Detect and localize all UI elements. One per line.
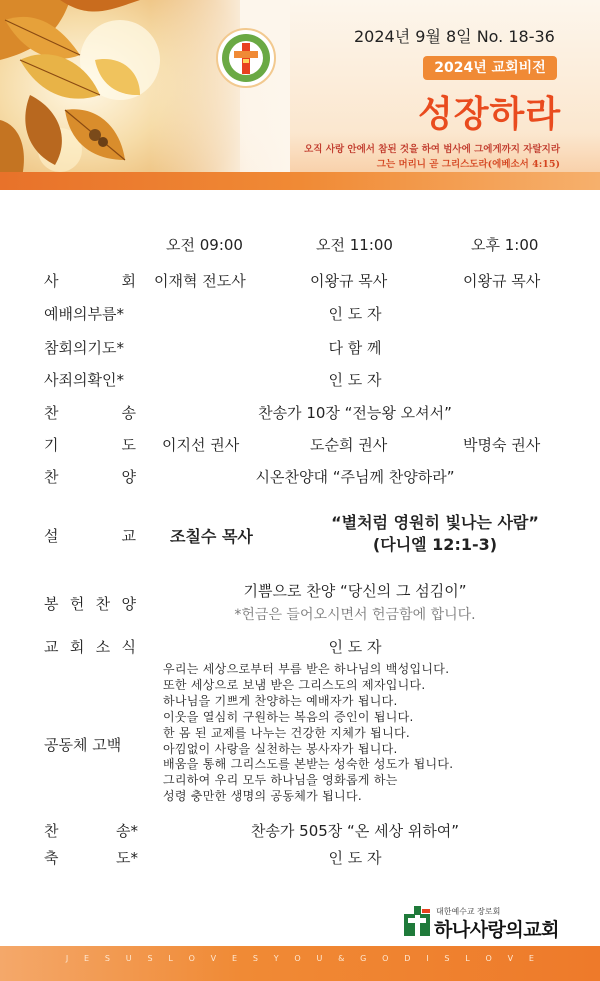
- offering-song: 기쁨으로 찬양 “당신의 그 섬김이”: [243, 582, 467, 600]
- motto-letter: O: [294, 954, 301, 963]
- row-value: 인 도 자: [328, 638, 382, 656]
- footer-band: [0, 946, 600, 981]
- offering-note: *헌금은 들어오시면서 헌금함에 합니다.: [234, 607, 476, 623]
- motto-letter: V: [210, 954, 217, 963]
- leader-0900: 이재혁 전도사: [154, 272, 246, 290]
- motto-letter: U: [125, 954, 132, 963]
- confession-line: 배움을 통해 그리스도를 본받는 성숙한 성도가 됩니다.: [163, 757, 454, 772]
- row-value: 시온찬양대 “주님께 찬양하라”: [255, 468, 455, 486]
- row-label: 축 도*: [44, 849, 138, 867]
- footer-motto: [0, 954, 600, 963]
- row-label: 찬 송: [44, 404, 136, 422]
- bulletin-header: [0, 0, 600, 190]
- motto-letter: I: [426, 954, 429, 963]
- church-name: 하나사랑의교회: [434, 919, 559, 941]
- church-cross-logo-icon: [404, 906, 430, 936]
- motto-letter: E: [231, 954, 238, 963]
- motto-letter: D: [404, 954, 411, 963]
- row-label: 교 회 소 식: [44, 638, 136, 656]
- leader-1300: 이왕규 목사: [463, 272, 541, 290]
- confession-line: 우리는 세상으로부터 부름 받은 하나님의 백성입니다.: [163, 662, 450, 676]
- sermon-title: “별처럼 영원히 빛나는 사람”: [331, 513, 539, 532]
- confession-line: 하나님을 기쁘게 찬양하는 예배자가 됩니다.: [163, 693, 398, 708]
- vision-verse: [304, 142, 560, 172]
- row-label: 기 도: [44, 436, 136, 454]
- church-cross-emblem-icon: [216, 28, 276, 88]
- motto-letter: L: [465, 954, 470, 963]
- leader-1100: 이왕규 목사: [310, 272, 388, 290]
- service-time-1: 오전 09:00: [166, 236, 243, 254]
- verse-line-1: 오직 사랑 안에서 참된 것을 하여 범사에 그에게까지 자랄지라: [304, 144, 560, 155]
- row-label: 사죄의확인*: [44, 371, 124, 389]
- motto-letter: S: [252, 954, 258, 963]
- denomination-label: 대한예수교 장로회: [436, 907, 501, 916]
- motto-letter: &: [338, 954, 345, 963]
- motto-letter: U: [316, 954, 323, 963]
- row-label: 봉 헌 찬 양: [44, 595, 136, 613]
- service-times-row: [0, 234, 600, 254]
- vision-badge: 2024년 교회비전: [423, 56, 557, 80]
- motto-letter: J: [65, 954, 69, 963]
- confession-line: 이웃을 열심히 구원하는 복음의 증인이 됩니다.: [163, 709, 414, 724]
- row-label: 설 교: [44, 527, 136, 545]
- confession-line: 또한 세상으로 보냄 받은 그리스도의 제자입니다.: [163, 677, 426, 692]
- motto-letter: S: [104, 954, 110, 963]
- prayer-1100: 도순희 권사: [310, 436, 388, 454]
- motto-letter: S: [444, 954, 450, 963]
- confession-line: 성령 충만한 생명의 공동체가 됩니다.: [163, 789, 362, 804]
- verse-line-2: 그는 머리니 곧 그리스도라(에베소서 4:15): [376, 159, 560, 170]
- sermon-preacher: 조칠수 목사: [170, 527, 253, 546]
- motto-letter: G: [360, 954, 367, 963]
- motto-letter: Y: [273, 954, 279, 963]
- motto-letter: O: [188, 954, 195, 963]
- motto-letter: V: [507, 954, 514, 963]
- sermon-scripture: (다니엘 12:1-3): [372, 535, 498, 554]
- row-value: 다 함 께: [328, 339, 382, 357]
- confession-line: 아낌없이 사랑을 실천하는 봉사자가 됩니다.: [163, 741, 398, 756]
- motto-letter: E: [84, 954, 90, 963]
- confession-line: 한 몸 된 교제를 나누는 건강한 지체가 됩니다.: [163, 725, 410, 740]
- prayer-0900: 이지선 권사: [162, 436, 240, 454]
- community-confession-text: [163, 662, 453, 805]
- row-label: 예배의부름*: [44, 305, 124, 323]
- vision-title: 성장하라: [418, 94, 562, 135]
- confession-line: 그리하여 우리 모두 하나님을 영화롭게 하는: [163, 773, 398, 788]
- header-orange-band: [0, 172, 600, 190]
- motto-letter: O: [485, 954, 492, 963]
- motto-letter: L: [168, 954, 173, 963]
- row-label: 사 회: [44, 272, 136, 290]
- row-label: 찬 양: [44, 468, 136, 486]
- service-time-2: 오전 11:00: [316, 236, 393, 254]
- row-label: 공동체 고백: [44, 736, 122, 754]
- prayer-1300: 박명숙 권사: [463, 436, 541, 454]
- row-label: 참회의기도*: [44, 339, 124, 357]
- motto-letter: O: [382, 954, 389, 963]
- row-value: 인 도 자: [328, 849, 382, 867]
- row-value: 인 도 자: [328, 371, 382, 389]
- row-value: 찬송가 10장 “전능왕 오셔서”: [258, 404, 452, 422]
- row-label: 찬 송*: [44, 822, 138, 840]
- motto-letter: S: [147, 954, 153, 963]
- church-logo: [404, 904, 574, 940]
- sermon-title-block: [300, 512, 570, 556]
- row-value: 찬송가 505장 “온 세상 위하여”: [250, 822, 460, 840]
- row-value: 인 도 자: [328, 305, 382, 323]
- bulletin-date: 2024년 9월 8일 No. 18-36: [354, 27, 555, 46]
- motto-letter: E: [528, 954, 534, 963]
- service-time-3: 오후 1:00: [471, 236, 539, 254]
